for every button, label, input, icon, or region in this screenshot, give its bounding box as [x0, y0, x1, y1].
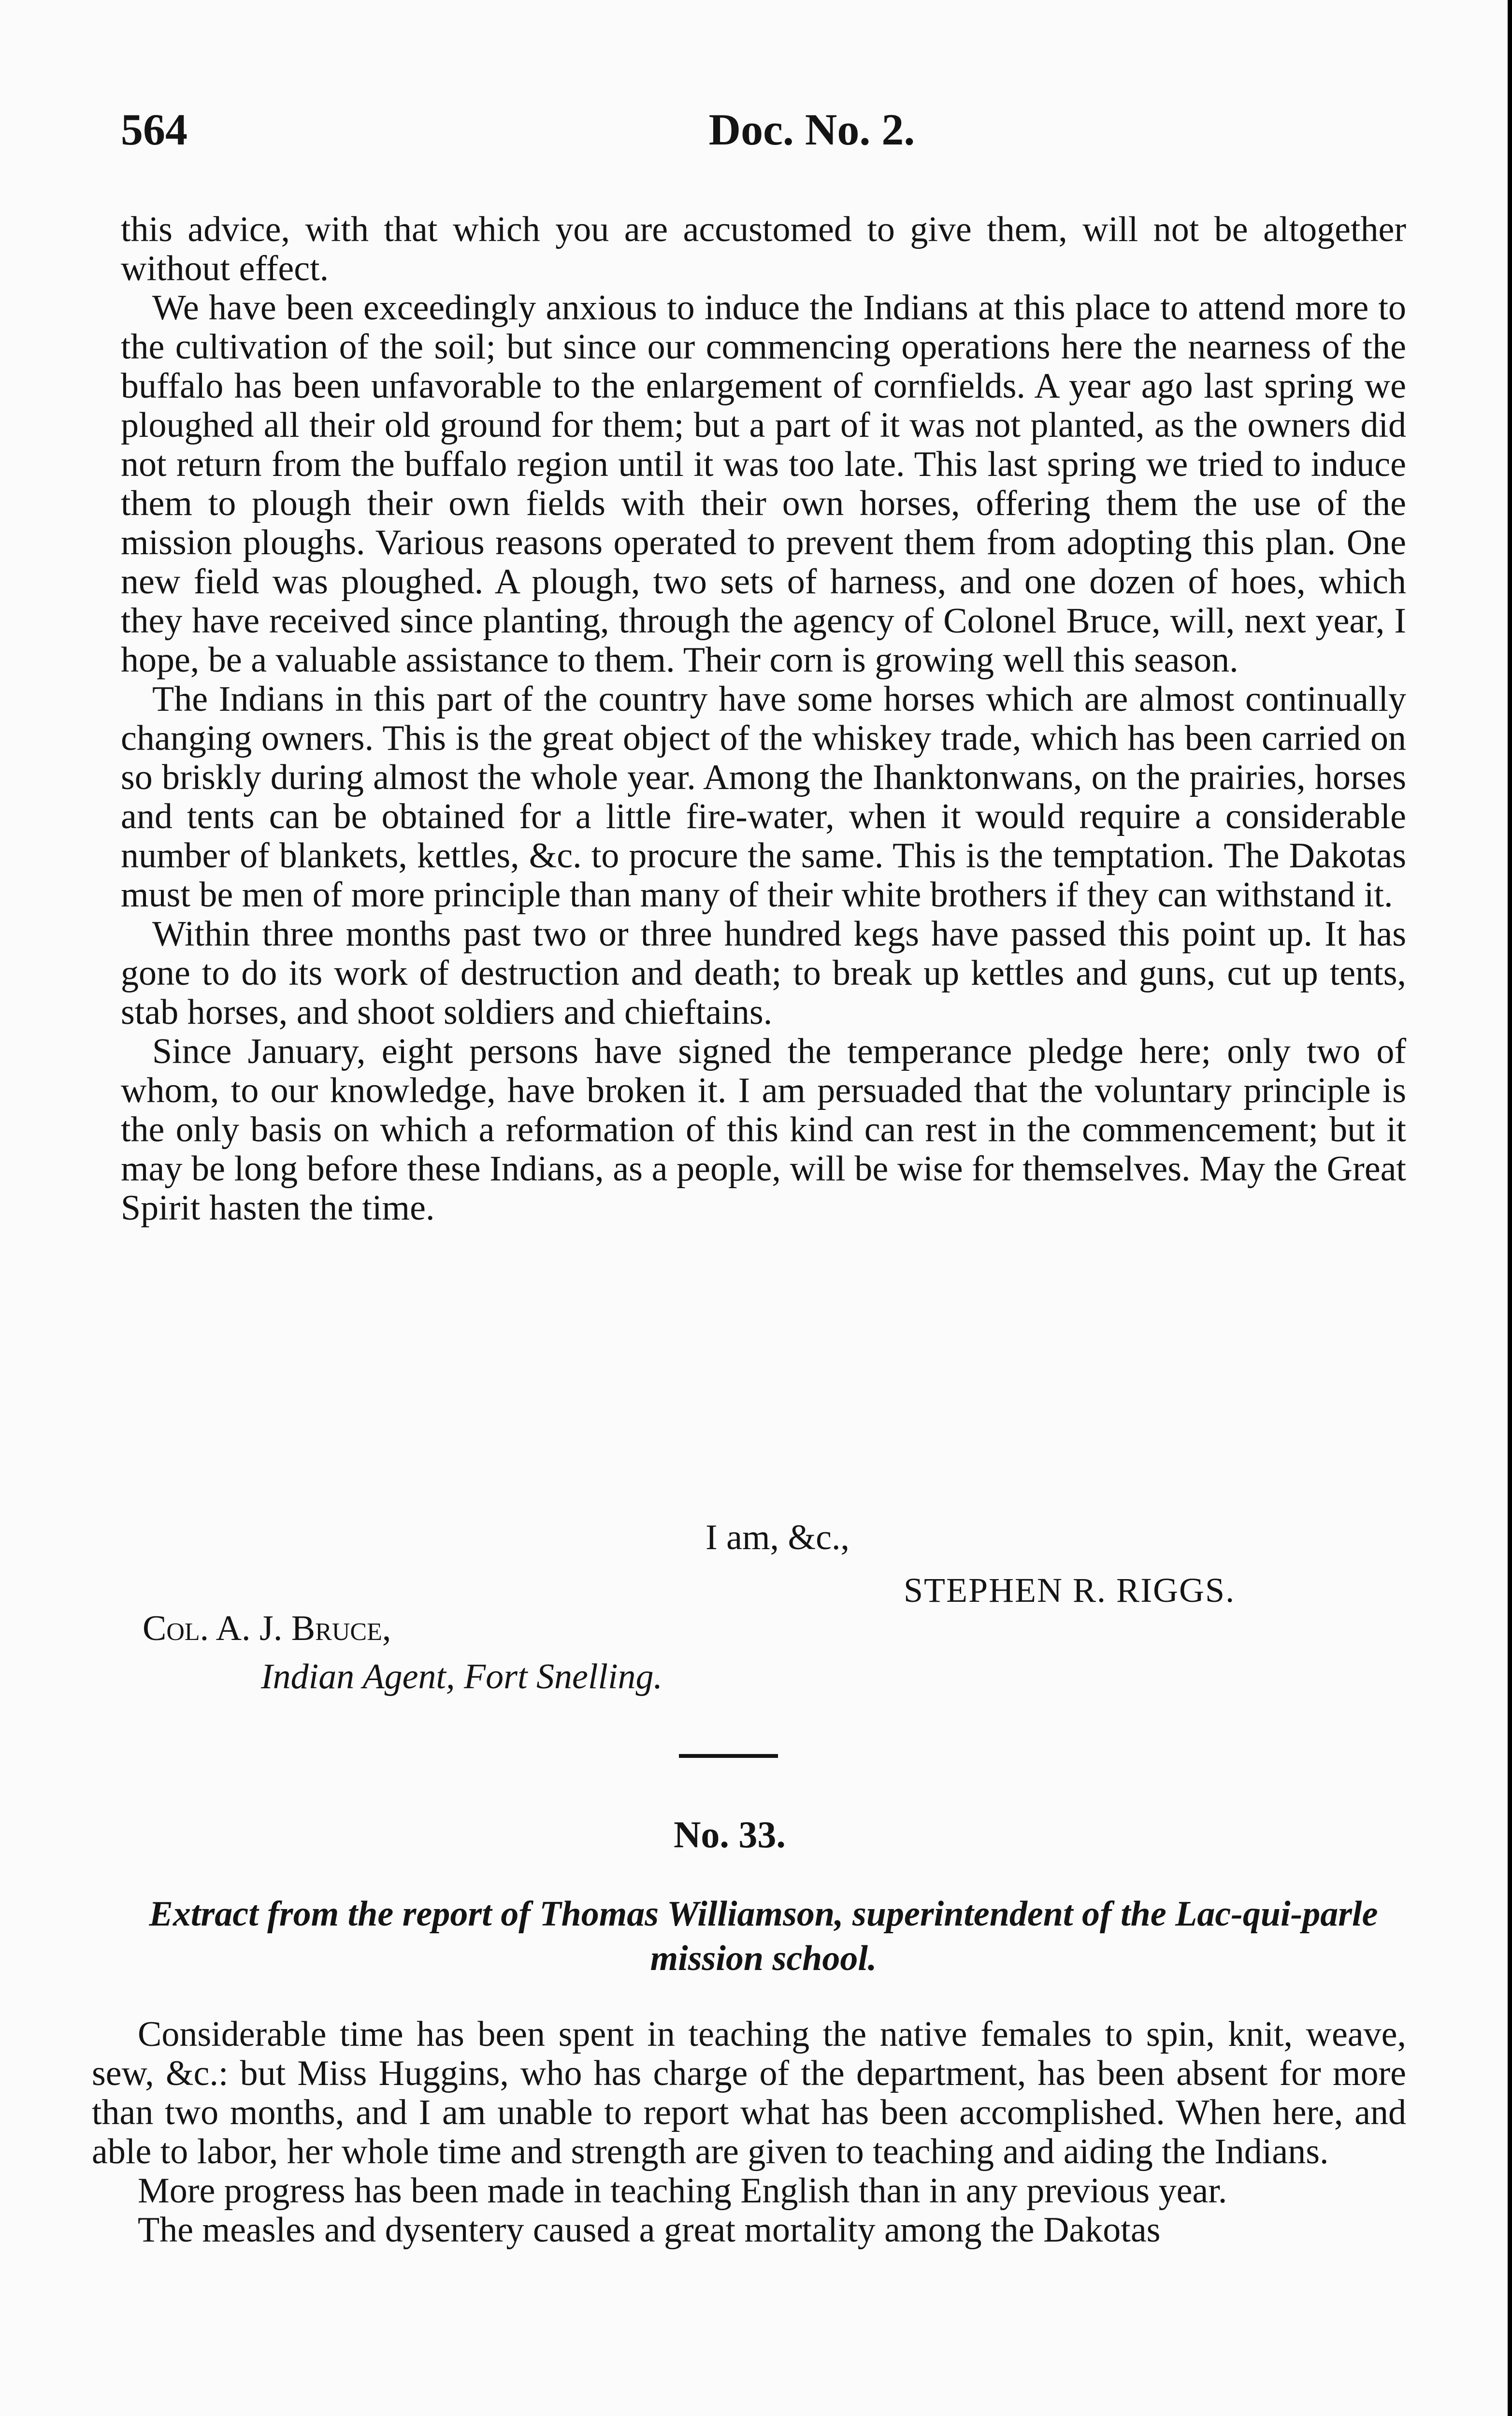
running-title: Doc. No. 2. — [708, 105, 915, 154]
letter-paragraph-5: Since January, eight persons have signed the temperance pledge here; only two of whom, to our knowledge, have broken it. I am persuaded that the voluntary principle is the only basis on which a reformation of this kind can rest in the commencement; but it may be long before these Indians, as a people, will be wise for themselves. May the Great Spirit hasten the time. — [121, 1032, 1406, 1228]
addressee-title: Indian Agent, Fort Snelling. — [261, 1657, 663, 1697]
letter-body — [121, 210, 1406, 1228]
letter-addressee — [143, 1604, 662, 1701]
section-paragraph-2: More progress has been made in teaching English than in any previous year. — [138, 2171, 1227, 2211]
letter-paragraph-1: this advice, with that which you are accustomed to give them, will not be altogether without effect. — [121, 210, 1406, 288]
section-number: No. 33. — [674, 1813, 786, 1855]
letter-signature: STEPHEN R. RIGGS. — [904, 1571, 1236, 1610]
letter-paragraph-3: The Indians in this part of the country have some horses which are almost continually changing owners. This is the great object of the whiskey trade, which has been carried on so briskly during almost the whole year. Among the Ihanktonwans, on the prairies, horses and tents can be obtained for a little fire-water, when it would require a considerable number of blankets, kettles, &c. to procure the same. This is the temptation. The Dakotas must be men of more principle than many of their white brothers if they can withstand it. — [121, 679, 1406, 915]
addressee-name: Col. A. J. Bruce, — [143, 1609, 391, 1648]
letter-paragraph-4: Within three months past two or three hundred kegs have passed this point up. It has gone to do its work of destruction and death; to break up kettles and guns, cut up tents, stab horses, and shoot soldiers and chieftains. — [121, 914, 1406, 1032]
section-paragraph-1: Considerable time has been spent in teaching the native females to spin, knit, weave, sew, &c.: but Miss Huggins, who has charge of the department, has been absent for more than two months, and I am unable to report what has been accomplished. When here, and able to labor, her whole time and strength are given to teaching and aiding the Indians. — [92, 2014, 1406, 2172]
page-number: 564 — [121, 105, 187, 154]
section-body — [92, 2015, 1406, 2250]
letter-closing: I am, &c., — [706, 1518, 850, 1557]
letter-paragraph-2: We have been exceedingly anxious to induce the Indians at this place to attend more to the cultivation of the soil; but since our commencing operations here the nearness of the buffalo has been unfavorable to the enlargement of cornfields. A year ago last spring we ploughed all their old ground for them; but a part of it was not planted, as the owners did not return from the buffalo region until it was too late. This last spring we tried to induce them to plough their own fields with their own horses, offering them the use of the mission ploughs. Various reasons operated to prevent them from adopting this plan. One new field was ploughed. A plough, two sets of harness, and one dozen of hoes, which they have received since planting, through the agency of Colonel Bruce, will, next year, I hope, be a valuable assistance to them. Their corn is growing well this season. — [121, 288, 1406, 680]
section-divider — [679, 1754, 778, 1758]
section-paragraph-3: The measles and dysentery caused a great mortality among the Dakotas — [138, 2210, 1161, 2250]
page-header — [121, 107, 1406, 180]
section-heading: Extract from the report of Thomas Williamson, superintendent of the Lac-qui-parle mission school. — [149, 1894, 1378, 1978]
